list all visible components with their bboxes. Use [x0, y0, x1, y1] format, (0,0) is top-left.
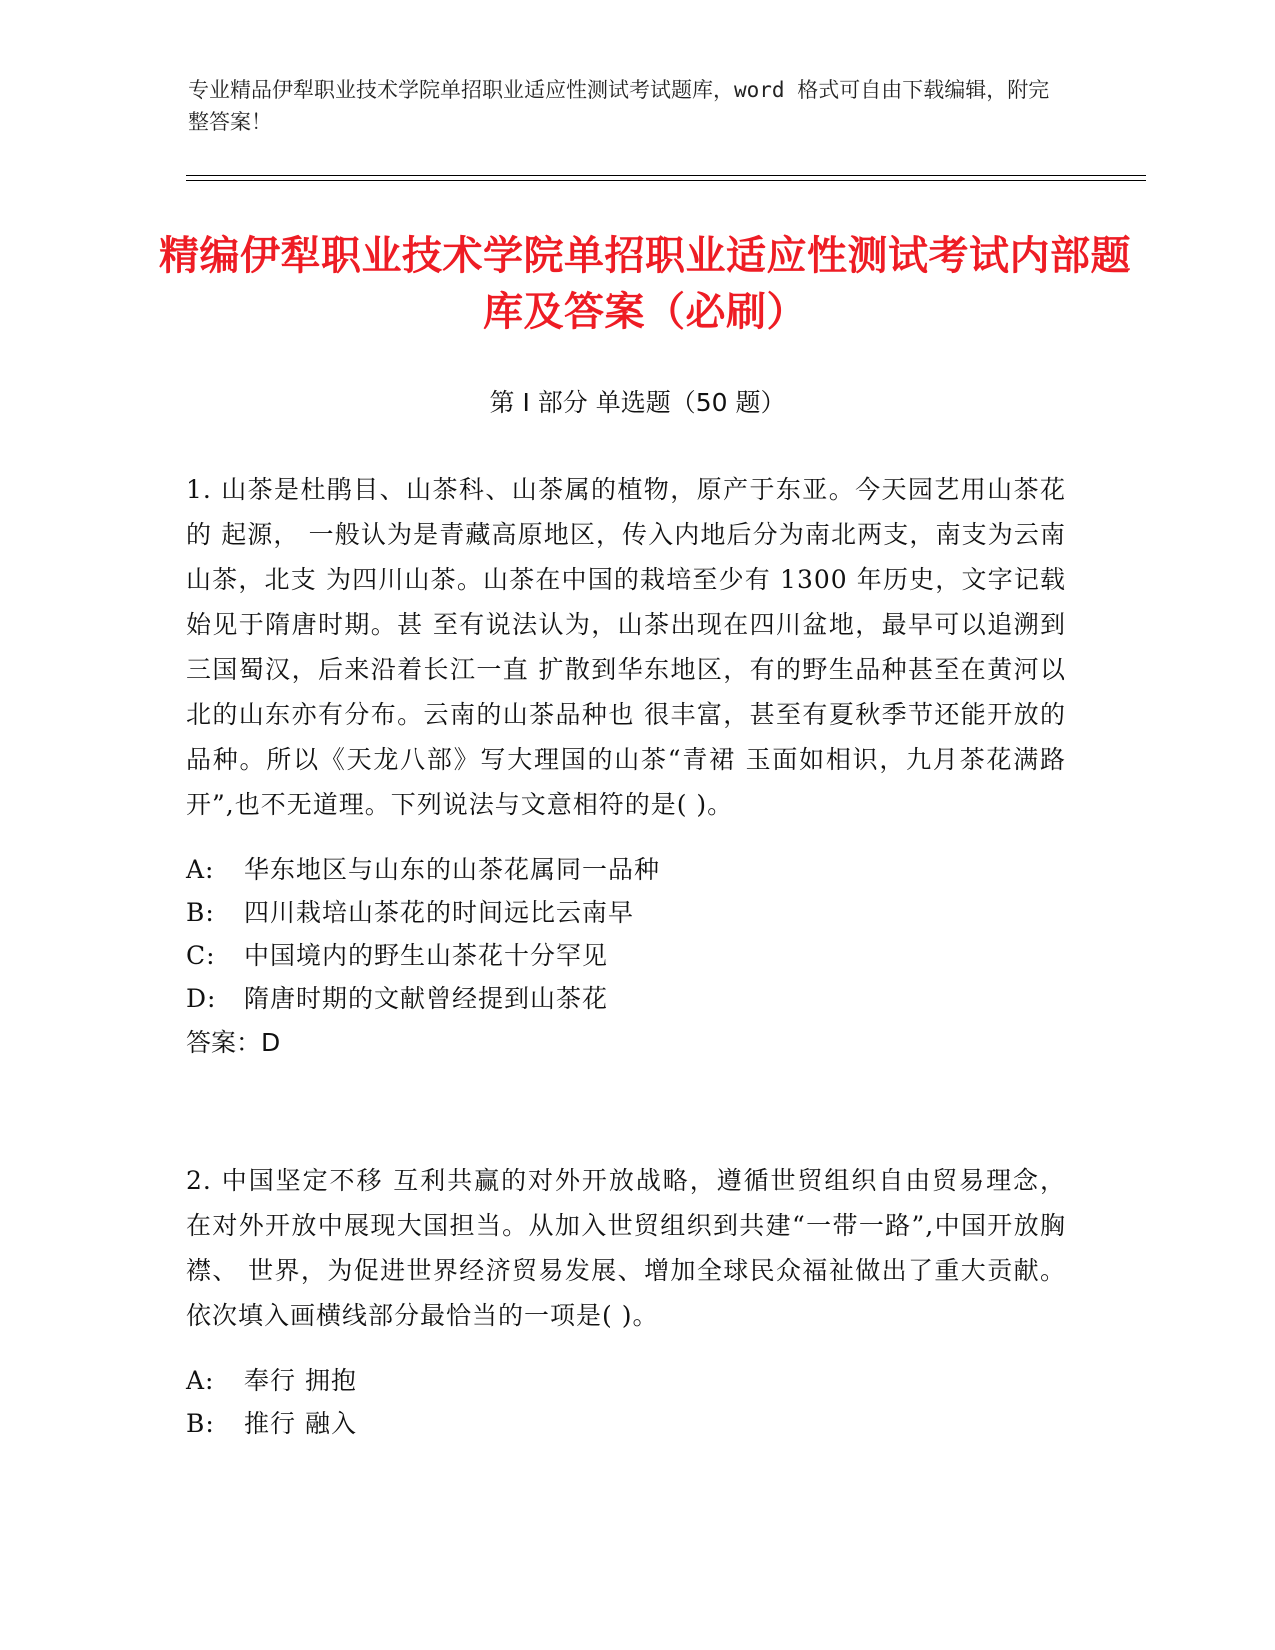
option-text: 奉行 拥抱 — [244, 1366, 357, 1395]
section-heading: 第 I 部分 单选题（50 题） — [489, 388, 786, 417]
question-1-option-b — [186, 890, 634, 935]
option-key: A: — [186, 855, 215, 884]
option-key: C: — [186, 941, 216, 970]
option-text: 四川栽培山茶花的时间远比云南早 — [244, 898, 635, 927]
document-title: 精编伊犁职业技术学院单招职业适应性测试考试内部题库及答案（必刷） — [159, 233, 1131, 335]
question-1-option-d — [186, 976, 608, 1021]
question-2-stem: 2. 中国坚定不移 互利共赢的对外开放战略，遵循世贸组织自由贸易理念， 在对外开放中展现大国担当。从加入世贸组织到共建“一带一路”,中国开放胸襟、 世界，为促进世界经济贸易发展、增加全球民众福祉做出了重大贡献。依次填入画横线部分最恰当的一项是( )。 — [186, 1166, 1066, 1330]
header-rule-bottom — [186, 180, 1146, 181]
question-1-option-c — [186, 933, 608, 978]
question-2-option-b — [186, 1401, 357, 1446]
question-2-option-a — [186, 1358, 357, 1403]
question-1-option-a — [186, 847, 660, 892]
header-rule-top — [186, 175, 1146, 176]
header-note: 专业精品伊犁职业技术学院单招职业适应性测试考试题库，word 格式可自由下载编辑，附完整答案！ — [188, 78, 1050, 134]
option-key: B: — [186, 898, 215, 927]
option-key: B: — [186, 1409, 215, 1438]
option-text: 华东地区与山东的山茶花属同一品种 — [244, 855, 661, 884]
question-1-answer: 答案：D — [186, 1028, 281, 1057]
option-key: D: — [186, 984, 217, 1013]
option-text: 中国境内的野生山茶花十分罕见 — [244, 941, 609, 970]
option-text: 推行 融入 — [244, 1409, 357, 1438]
option-text: 隋唐时期的文献曾经提到山茶花 — [244, 984, 609, 1013]
question-1-stem: 1. 山茶是杜鹃目、山茶科、山茶属的植物，原产于东亚。今天园艺用山茶花的 起源， 一般认为是青藏高原地区，传入内地后分为南北两支，南支为云南山茶，北支 为四川山茶。山茶在中国的栽培至少有 1300 年历史，文字记载始见于隋唐时期。甚 至有说法认为，山茶出现在四川盆地，最早可以追溯到三国蜀汉，后来沿着长江一直 扩散到华东地区，有的野生品种甚至在黄河以北的山东亦有分布。云南的山茶品种也 很丰富，甚至有夏秋季节还能开放的品种。所以《天龙八部》写大理国的山茶“青裙 玉面如相识，九月茶花满路开”,也不无道理。下列说法与文意相符的是( )。 — [186, 475, 1066, 819]
option-key: A: — [186, 1366, 215, 1395]
